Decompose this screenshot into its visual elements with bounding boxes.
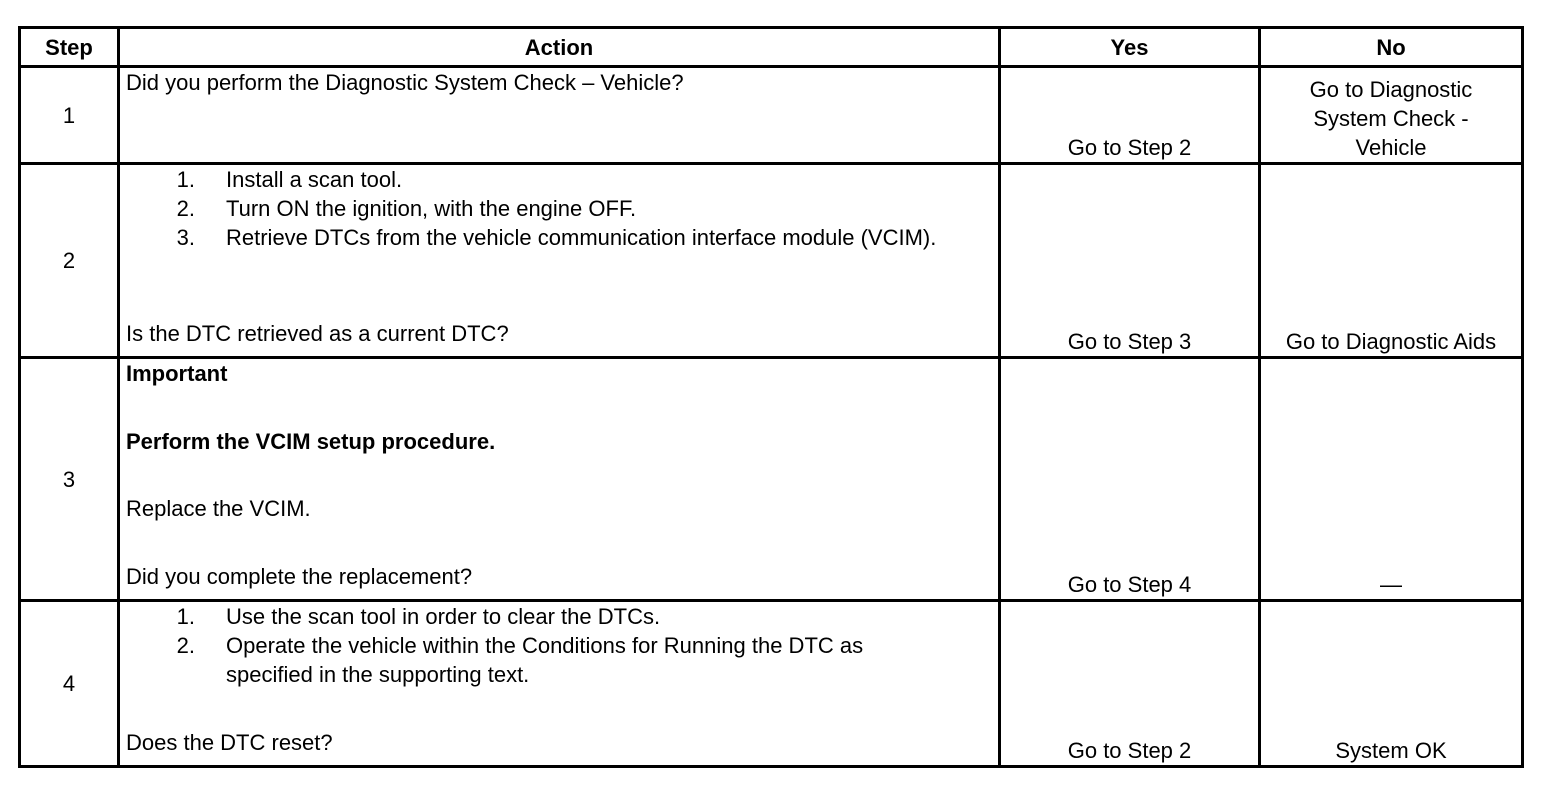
step-number: 1 [20,67,119,164]
substep-text: Retrieve DTCs from the vehicle communication interface module (VCIM). [226,225,937,250]
action-question: Did you complete the replacement? [126,563,473,589]
header-action: Action [119,28,1000,67]
list-item [126,194,992,223]
substep-number: 1. [176,604,195,629]
action-cell [119,67,1000,164]
yes-result: Go to Step 2 [1000,601,1260,767]
table-row [20,164,1523,358]
table-row [20,67,1523,164]
substep-text: Operate the vehicle within the Conditions for Running the DTC as specified in the supporting text. [226,633,864,687]
diagnostic-table [18,26,1524,768]
action-question: Does the DTC reset? [126,730,333,755]
list-item [126,602,992,631]
step-number: 4 [20,601,119,767]
list-item [126,631,992,689]
action-question: Did you perform the Diagnostic System Check – Vehicle? [126,70,684,95]
no-result: System OK [1260,601,1523,767]
substep-number: 2. [176,196,195,221]
yes-result: Go to Step 3 [1000,164,1260,358]
no-result: Go to Diagnostic System Check - Vehicle [1260,67,1523,164]
substep-text: Use the scan tool in order to clear the DTCs. [226,604,661,629]
action-question: Is the DTC retrieved as a current DTC? [126,321,509,346]
substep-number: 2. [176,633,195,658]
step-number: 2 [20,164,119,358]
list-item [126,165,992,194]
yes-result: Go to Step 4 [1000,358,1260,601]
table-row [20,601,1523,767]
step-number: 3 [20,358,119,601]
action-cell [119,601,1000,767]
yes-result: Go to Step 2 [1000,67,1260,164]
header-step: Step [20,28,119,67]
important-label: Important [126,361,228,386]
table-row [20,358,1523,601]
substep-number: 1. [176,167,195,192]
action-instruction: Replace the VCIM. [126,496,311,522]
action-cell [119,164,1000,358]
no-result: Go to Diagnostic Aids [1260,164,1523,358]
substep-number: 3. [176,225,195,250]
header-row [20,28,1523,67]
important-note: Perform the VCIM setup procedure. [126,428,496,454]
substep-text: Install a scan tool. [226,167,403,192]
substep-list [126,602,992,689]
header-no: No [1260,28,1523,67]
action-cell [119,358,1000,601]
substep-list [126,165,992,252]
no-result: — [1260,358,1523,601]
header-yes: Yes [1000,28,1260,67]
list-item [126,223,992,252]
substep-text: Turn ON the ignition, with the engine OFF. [226,196,637,221]
